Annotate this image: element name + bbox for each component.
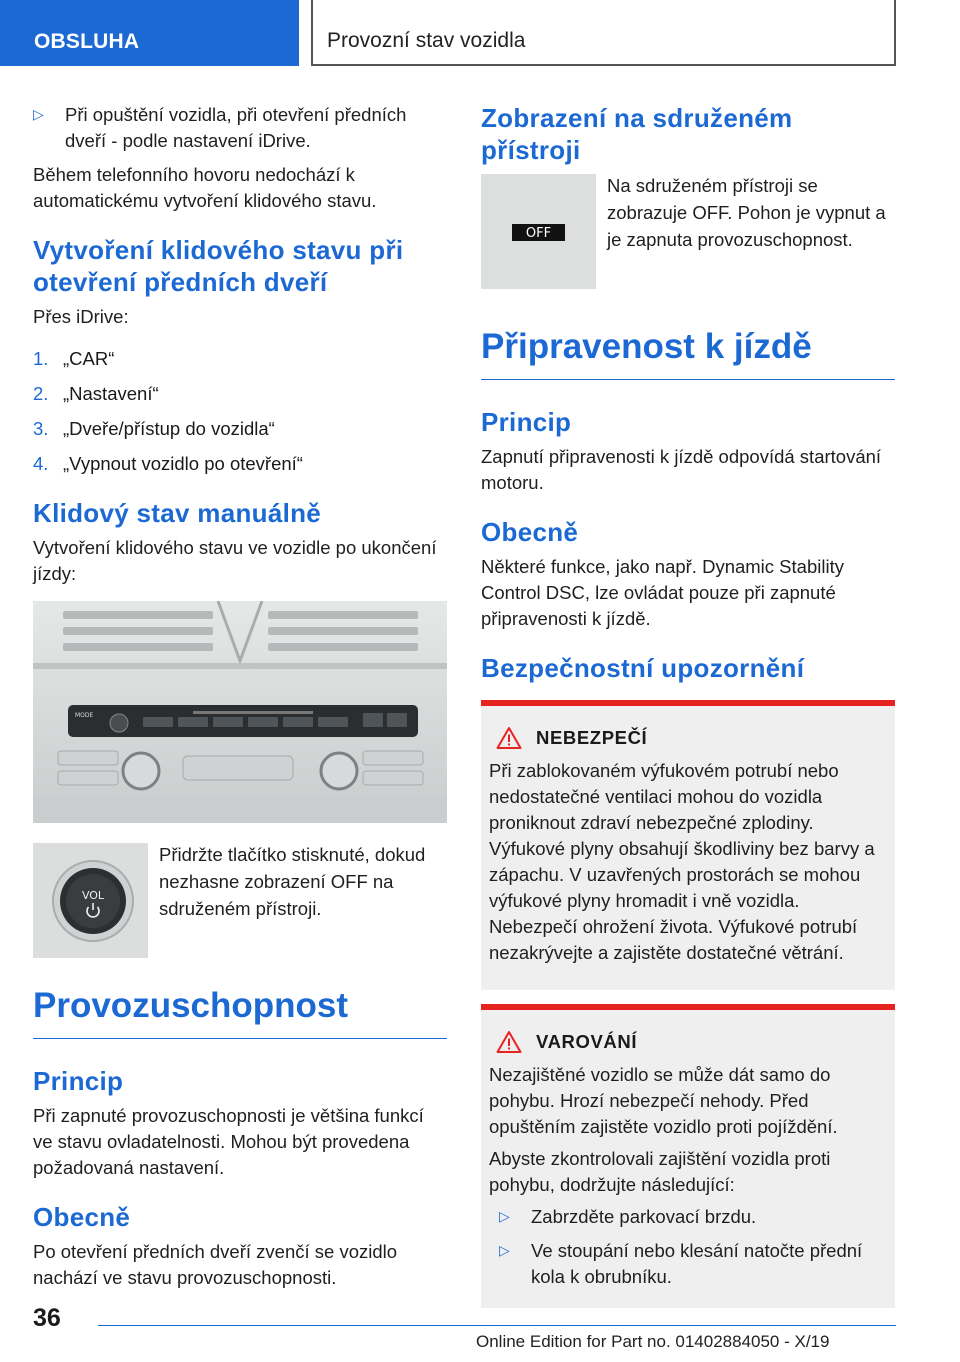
triangle-bullet-icon: ▷ [499,1208,510,1224]
danger-box [481,700,895,990]
warning-title: VAROVÁNÍ [489,1030,887,1054]
warning-text: Nezajištěné vozidlo se může dát samo do pohybu. Hrozí nebezpečí nehody. Před opuštěním zajistěte vozidlo proti pojíždění. [489,1064,838,1137]
off-label: OFF [525,226,552,241]
list-item: 3. „Dveře/přístup do vozidla“ [33,418,275,439]
off-indicator-illustration [481,174,596,289]
bullet-item: ▷ Ve stoupání nebo klesání natočte přední kola k obrubníku. [489,1238,887,1290]
right-column [481,102,895,1308]
vol-label: VOL [81,889,105,902]
heading-operational-readiness: Provozuschopnost [33,984,447,1039]
heading-manual: Klidový stav manuálně [33,498,322,528]
mode-label: MODE [75,712,94,719]
paragraph: Během telefonního hovoru nedochází k automatickému vytvoření klidového stavu. [33,164,377,211]
heading-front-doors: Vytvoření klidového stavu při otevření předních dveří [33,235,404,297]
left-column [33,102,447,1300]
list-item: 4. „Vypnout vozidlo po otevření“ [33,453,303,474]
heading-general: Obecně [33,1202,131,1232]
triangle-bullet-icon: ▷ [33,106,44,122]
center-console-photo [33,601,447,823]
cluster-off-display [481,174,596,289]
warning-triangle-icon [496,726,522,750]
paragraph: Při zapnuté provozuschopnosti je většina funkcí ve stavu ovladatelnosti. Mohou být provedena požadovaná nastavení. [33,1105,424,1178]
center-console-illustration [33,601,447,823]
paragraph: Vytvoření klidového stavu ve vozidle po ukončení jízdy: [33,537,437,584]
vol-button-photo [33,843,148,958]
paragraph: Přes iDrive: [33,306,129,327]
cluster-row [481,174,895,289]
edition-text: Online Edition for Part no. 01402884050 - X/19 [476,1332,830,1351]
heading-principle: Princip [481,407,572,437]
cluster-text: Na sdruženém přístroji se zobrazuje OFF. Pohon je vypnut a je zapnuta provozuschopnost. [607,175,886,250]
list-item: 2. „Nastavení“ [33,383,159,404]
hold-button-text: Přidržte tlačítko stisknuté, dokud nezhasne zobrazení OFF na sdruženém přístroji. [159,844,426,919]
vol-knob-illustration [33,843,148,958]
heading-principle: Princip [33,1066,124,1096]
page-number: 36 [33,1304,61,1332]
bullet-item: ▷ Při opuštění vozidla, při otevření předních dveří - podle nastavení iDrive. [33,102,447,154]
paragraph: Některé funkce, jako např. Dynamic Stability Control DSC, lze ovládat pouze při zapnuté připravenosti k jízdě. [481,556,844,629]
footer-rule [98,1325,896,1326]
list-item: 1. „CAR“ [33,348,115,369]
danger-title: NEBEZPEČÍ [489,726,887,750]
paragraph: Zapnutí připravenosti k jízdě odpovídá startování motoru. [481,446,882,493]
warning-box [481,1004,895,1308]
heading-cluster-display: Zobrazení na sdruženém přístroji [481,103,793,165]
heading-general: Obecně [481,517,579,547]
section-tab: OBSLUHA [0,0,299,66]
chapter-title: Provozní stav vozidla [311,0,896,66]
heading-safety: Bezpečnostní upozornění [481,653,805,683]
warning-triangle-icon [496,1030,522,1054]
vol-button-row [33,843,447,958]
triangle-bullet-icon: ▷ [499,1242,510,1258]
bullet-item: ▷ Zabrzděte parkovací brzdu. [489,1204,887,1230]
heading-drive-readiness: Připravenost k jízdě [481,325,895,380]
idrive-steps-list [33,346,447,477]
warning-text: Abyste zkontrolovali zajištění vozidla proti pohybu, dodržujte následující: [489,1148,831,1195]
page-header [0,0,960,66]
paragraph: Po otevření předních dveří zvenčí se vozidlo nachází ve stavu provozuschopnosti. [33,1241,398,1288]
danger-text: Při zablokovaném výfukovém potrubí nebo nedostatečné ventilaci mohou do vozidla proniknout zdraví nebezpečné zplodiny. Výfukové plyny obsahují škodliviny bez barvy a zápachu. V uzavřených prostorách se mohou výfukové plyny hromadit i vně vozidla. Nebezpečí ohrožení života. Výfukové potrubí nezakrývejte a zajistěte dostatečné větrání. [489,760,875,963]
